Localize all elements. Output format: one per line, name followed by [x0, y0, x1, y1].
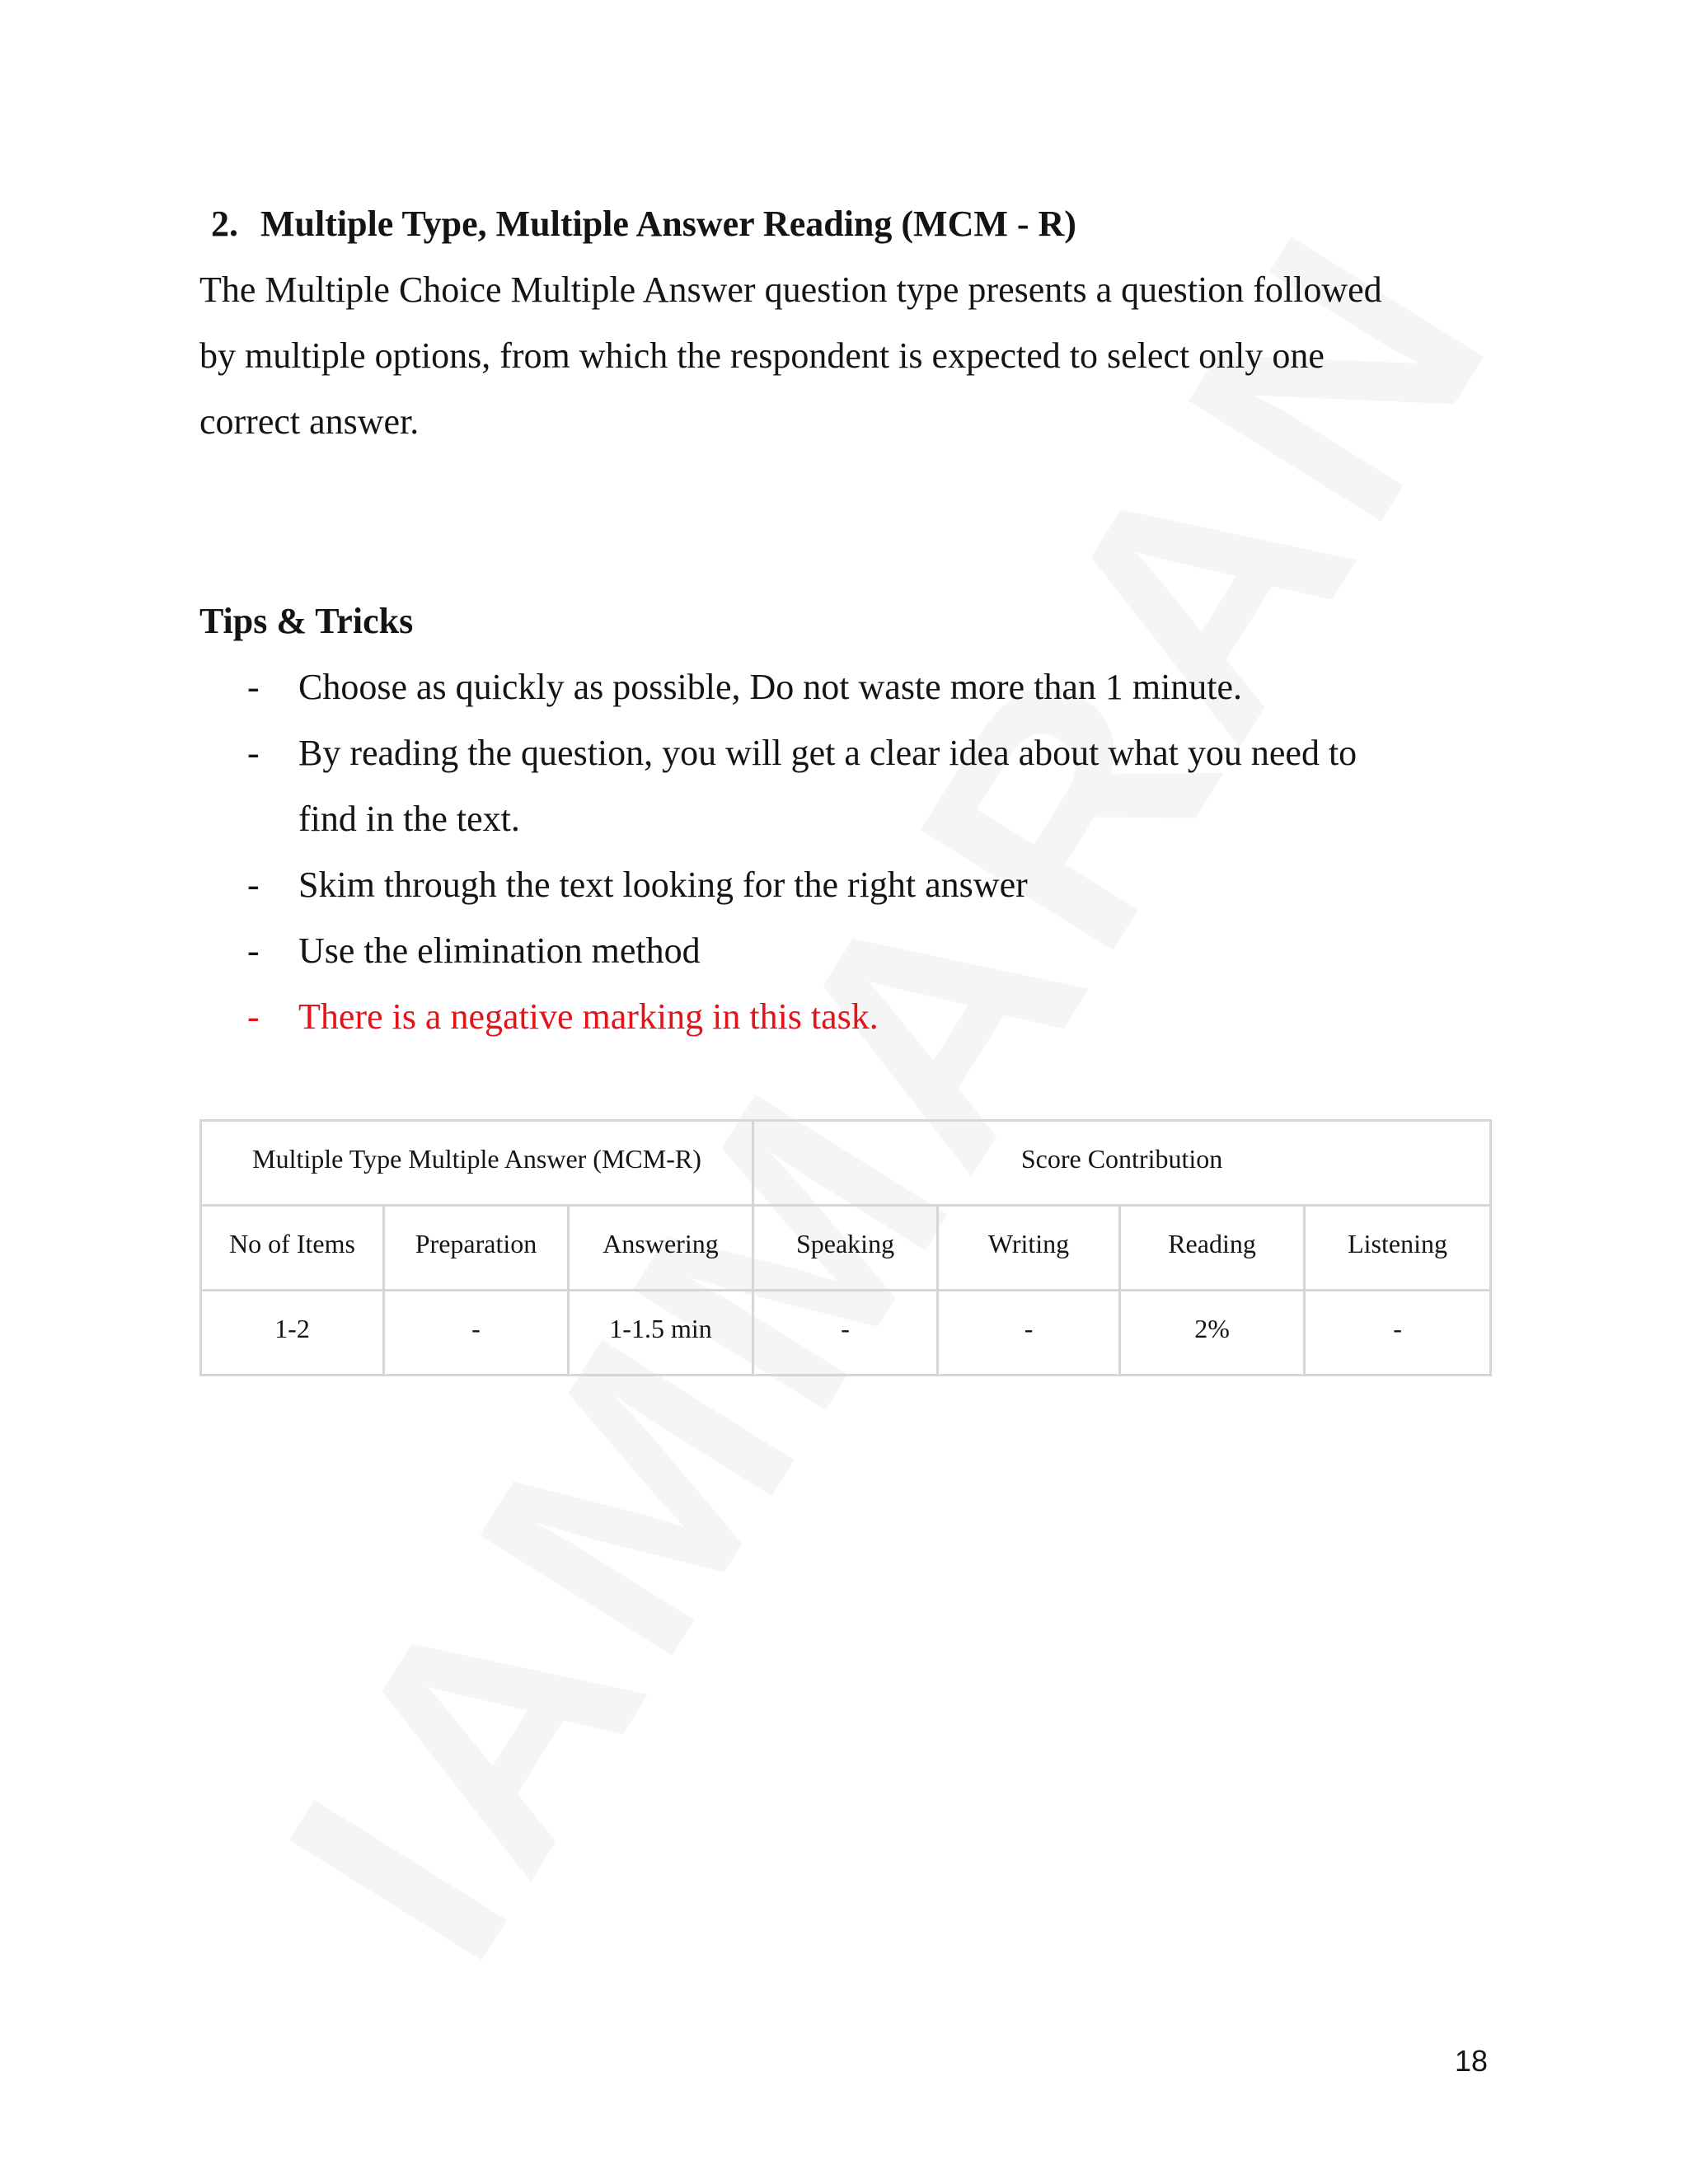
tip-text: Skim through the text looking for the right answer: [298, 865, 1028, 905]
bullet-dash: -: [247, 930, 260, 971]
table-header-cell: Writing: [938, 1206, 1120, 1291]
page-content: [199, 191, 1489, 1050]
table-group-header-row: [201, 1121, 1491, 1206]
table-header-cell: Speaking: [753, 1206, 938, 1291]
table-cell: -: [1305, 1291, 1491, 1376]
table-header-cell: Listening: [1305, 1206, 1491, 1291]
bullet-dash: -: [247, 667, 260, 707]
tip-text: Choose as quickly as possible, Do not waste more than 1 minute.: [298, 667, 1243, 707]
section-heading: [211, 191, 1489, 257]
intro-line: The Multiple Choice Multiple Answer question type presents a question followed: [199, 269, 1382, 310]
table-header-cell: Reading: [1120, 1206, 1305, 1291]
bullet-dash: -: [247, 996, 260, 1037]
bullet-dash: -: [247, 865, 260, 905]
tip-item: [199, 720, 1489, 786]
table-group-header: Score Contribution: [753, 1121, 1491, 1206]
table-cell: 2%: [1120, 1291, 1305, 1376]
intro-line: correct answer.: [199, 401, 420, 442]
tip-text: By reading the question, you will get a clear idea about what you need to: [298, 733, 1357, 773]
tip-item: [199, 918, 1489, 984]
table-cell: -: [384, 1291, 569, 1376]
score-table: [199, 1119, 1492, 1376]
tip-item: [199, 654, 1489, 720]
table-header-row: [201, 1206, 1491, 1291]
tips-list: [199, 654, 1489, 1050]
table-cell: -: [753, 1291, 938, 1376]
intro-paragraph: [199, 257, 1489, 455]
section-number: 2.: [211, 204, 238, 244]
table-cell: 1-2: [201, 1291, 384, 1376]
tip-item-warning: [199, 984, 1489, 1050]
table-header-cell: No of Items: [201, 1206, 384, 1291]
table-header-cell: Preparation: [384, 1206, 569, 1291]
tip-item-continuation: [199, 786, 1489, 852]
tip-text: There is a negative marking in this task.: [298, 996, 879, 1037]
bullet-dash: -: [247, 733, 260, 773]
table-row: [201, 1291, 1491, 1376]
page-number: 18: [1455, 2044, 1489, 2078]
tip-item: [199, 852, 1489, 918]
table-cell: 1-1.5 min: [569, 1291, 753, 1376]
tip-text: Use the elimination method: [298, 930, 701, 971]
table-header-cell: Answering: [569, 1206, 753, 1291]
intro-line: by multiple options, from which the respondent is expected to select only one: [199, 335, 1325, 376]
table-cell: -: [938, 1291, 1120, 1376]
tip-text: find in the text.: [298, 799, 520, 839]
tips-heading: Tips & Tricks: [199, 601, 414, 641]
section-title: Multiple Type, Multiple Answer Reading (MCM - R): [260, 204, 1076, 244]
table-group-header: Multiple Type Multiple Answer (MCM-R): [201, 1121, 753, 1206]
